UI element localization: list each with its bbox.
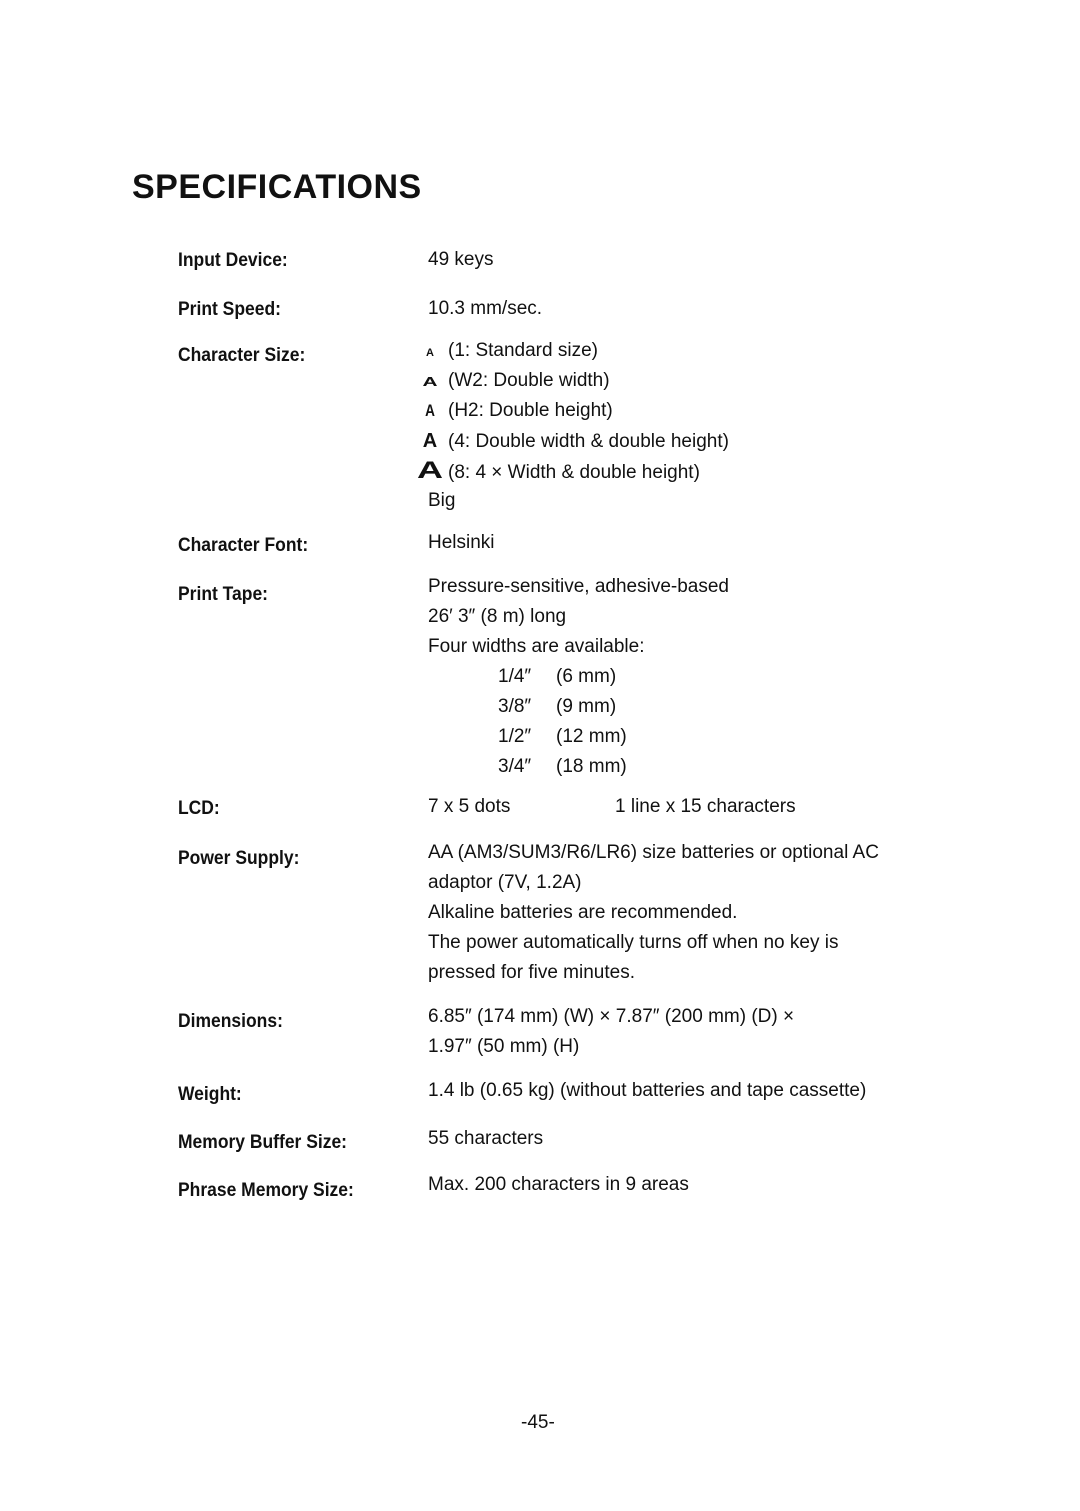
value-character-font: Helsinki (428, 532, 495, 553)
page-title: SPECIFICATIONS (132, 168, 422, 206)
char-size-4-icon: A (422, 430, 438, 452)
label-character-size: Character Size: (178, 345, 306, 366)
tape-width-row: 3/8″ (9 mm) (498, 696, 617, 717)
char-size-h2-icon: A (425, 401, 435, 420)
page-number: -45- (521, 1412, 555, 1433)
label-lcd: LCD: (178, 798, 220, 819)
size-item: A (1: Standard size) (412, 336, 729, 366)
value-character-size (412, 336, 729, 516)
size-item: A (W2: Double width) (412, 366, 729, 396)
value-weight: 1.4 lb (0.65 kg) (without batteries and tape cassette) (428, 1080, 867, 1101)
label-power-supply: Power Supply: (178, 848, 300, 869)
value-dimensions: 6.85″ (174 mm) (W) × 7.87″ (200 mm) (D) × 1.97″ (50 mm) (H) (428, 1006, 795, 1057)
label-phrase-memory: Phrase Memory Size: (178, 1180, 354, 1201)
value-memory-buffer: 55 characters (428, 1128, 544, 1149)
char-size-w2-icon: A (422, 374, 438, 389)
value-input-device: 49 keys (428, 249, 494, 270)
value-print-speed: 10.3 mm/sec. (428, 298, 543, 319)
value-lcd-lines: 1 line x 15 characters (615, 796, 796, 817)
label-input-device: Input Device: (178, 250, 288, 271)
label-print-tape: Print Tape: (178, 584, 269, 605)
size-item: A (H2: Double height) (412, 396, 729, 426)
size-item: A (8: 4 × Width & double height) (412, 456, 729, 486)
label-dimensions: Dimensions: (178, 1011, 283, 1032)
tape-width-row: 1/2″ (12 mm) (498, 726, 627, 747)
label-print-speed: Print Speed: (178, 299, 281, 320)
char-size-8-icon: A (416, 457, 444, 484)
size-big: Big (428, 490, 456, 511)
tape-width-row: 1/4″ (6 mm) (498, 666, 617, 687)
value-power-supply: AA (AM3/SUM3/R6/LR6) size batteries or optional AC adaptor (7V, 1.2A) Alkaline batteries are recommended. The power automatically turns off when no key is pressed for five minutes. (428, 842, 879, 983)
label-memory-buffer: Memory Buffer Size: (178, 1132, 348, 1153)
label-character-font: Character Font: (178, 535, 309, 556)
char-size-1-icon: A (426, 347, 434, 359)
label-weight: Weight: (178, 1084, 242, 1105)
value-print-tape: Pressure-sensitive, adhesive-based 26′ 3″ (8 m) long Four widths are available: 1/4″ (6 mm) 3/8″ (9 mm) 1/2″ (12 mm) 3/4″ (18 mm) (428, 572, 729, 782)
size-item: A (4: Double width & double height) (412, 426, 729, 456)
value-phrase-memory: Max. 200 characters in 9 areas (428, 1174, 689, 1195)
value-lcd-dots: 7 x 5 dots (428, 796, 511, 817)
tape-width-row: 3/4″ (18 mm) (498, 756, 627, 777)
